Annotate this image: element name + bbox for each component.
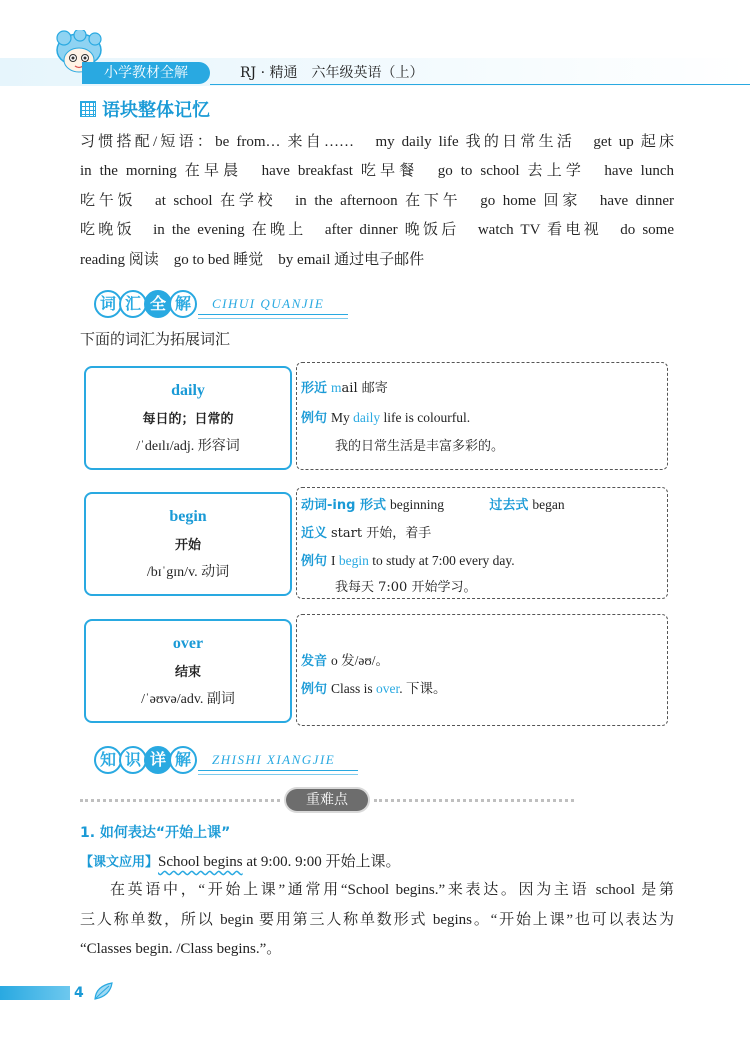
word-headword: over [172,635,204,652]
ribbon-underline [198,314,348,315]
chunk-line: 吃午饭 at school 在学校 in the afternoon 在下午 go home 回家 have dinner [80,192,674,209]
book-info: RJ · 精通 六年级英语（上） [240,65,424,81]
vocab-intro: 下面的词汇为拓展词汇 [80,330,231,348]
detail-row [301,494,565,513]
detail-value: began [532,497,565,512]
word-meaning: 结束 [174,665,201,680]
example-translation: 我的日常生活是丰富多彩的。 [335,439,505,454]
application-text: at 9:00. 9:00 开始上课。 [242,854,401,870]
explanation-line: 三人称单数，所以 begin 要用第三人称单数形式 begins。“开始上课”也可以表达为 [80,911,674,928]
word-card-over [84,619,292,723]
word-card-begin [84,492,292,596]
knowledge-ribbon [94,746,364,778]
detail-row [301,377,388,396]
example-text: . 下课。 [399,681,447,696]
dotted-divider [374,799,574,802]
explanation-line: 在英语中，“开始上课”通常用“School begins.”来表达。因为主语 school 是第 [110,882,674,898]
word-detail-over [296,614,668,726]
word-card-daily [84,366,292,470]
explanation-line: “Classes begin. /Class begins.”。 [80,941,282,957]
chunk-line: 习惯搭配/短语：be from… 来自…… my daily life 我的日常生活 get up 起床 [80,134,674,150]
ribbon-pinyin: CIHUI QUANJIE [212,296,325,311]
word-phonetic: /bɪˈgɪn/v. 动词 [146,565,230,580]
ribbon-underline [198,318,348,319]
chunk-section-heading [80,96,210,122]
chunk-paragraph [80,128,674,275]
ribbon-char: 识 [119,746,147,774]
detail-label: 过去式 [489,498,529,513]
page-number: 4 [70,984,88,1002]
example-highlight: over [376,681,400,696]
detail-label: 例句 [301,682,328,697]
detail-row [301,649,389,669]
textbook-application [80,850,401,871]
detail-row [301,522,431,541]
detail-label: 例句 [301,411,328,426]
example-text: life is colourful. [380,410,471,425]
word-phonetic: /ˈdeɪlɪ/adj. 形容词 [136,439,240,454]
ribbon-char: 全 [144,290,172,318]
example-text: Class is [331,681,377,696]
ribbon-char: 汇 [119,290,147,318]
chunk-line: reading 阅读 go to bed 睡觉 by email 通过电子邮件 [80,251,425,268]
example-highlight: begin [338,553,369,568]
chunk-line: 吃晚饭 in the evening 在晚上 after dinner 晚饭后 watch TV 看电视 do some [80,222,674,239]
ribbon-char: 知 [94,746,122,774]
detail-row [301,550,515,569]
detail-value: beginning [389,497,444,512]
ribbon-pinyin: ZHISHI XIANGJIE [212,752,336,767]
word-meaning: 开始 [174,538,201,553]
detail-row [301,407,470,426]
detail-value: start 开始，着手 [331,526,432,541]
detail-row [301,677,447,697]
detail-label: 形近 [301,381,328,396]
example-highlight: daily [353,410,381,425]
example-translation: 我每天 7:00 开始学习。 [335,580,477,595]
application-tag: 【课文应用】 [80,855,159,870]
ribbon-char: 详 [144,746,172,774]
chunk-line: in the morning 在早晨 have breakfast 吃早餐 go to school 去上学 have lunch [80,163,674,180]
example-text: I [331,553,339,568]
application-highlight: School begins [158,854,243,870]
detail-label: 动词-ing 形式 [301,498,386,513]
ribbon-underline [198,770,358,771]
chunk-section-title: 语块整体记忆 [102,100,210,121]
ribbon-underline [198,774,358,775]
header-divider [210,84,750,85]
word-detail-daily [296,362,668,470]
word-detail-begin [296,487,668,599]
example-text: My [331,410,354,425]
detail-label: 例句 [301,554,328,569]
detail-label: 近义 [301,526,328,541]
key-point-badge: 重难点 [286,789,368,811]
word-headword: daily [171,382,205,399]
leaf-icon [92,980,116,1002]
question-title: 1. 如何表达“开始上课” [80,825,231,841]
dotted-divider [80,799,280,802]
detail-label: 发音 [301,654,328,669]
ribbon-char: 解 [169,746,197,774]
detail-value: o 发/əʊ/。 [331,653,390,668]
detail-highlight: m [331,380,342,395]
ribbon-char: 解 [169,290,197,318]
ribbon-char: 词 [94,290,122,318]
series-title: 小学教材全解 [82,62,210,84]
vocab-ribbon [94,290,354,322]
detail-value: ail 邮寄 [341,381,388,396]
example-text: to study at 7:00 every day. [368,553,515,568]
word-meaning: 每日的；日常的 [142,412,234,427]
word-phonetic: /ˈəʊvə/adv. 副词 [141,692,235,707]
grid-icon [80,101,96,117]
explanation-paragraph [80,876,674,965]
word-headword: begin [169,508,207,525]
